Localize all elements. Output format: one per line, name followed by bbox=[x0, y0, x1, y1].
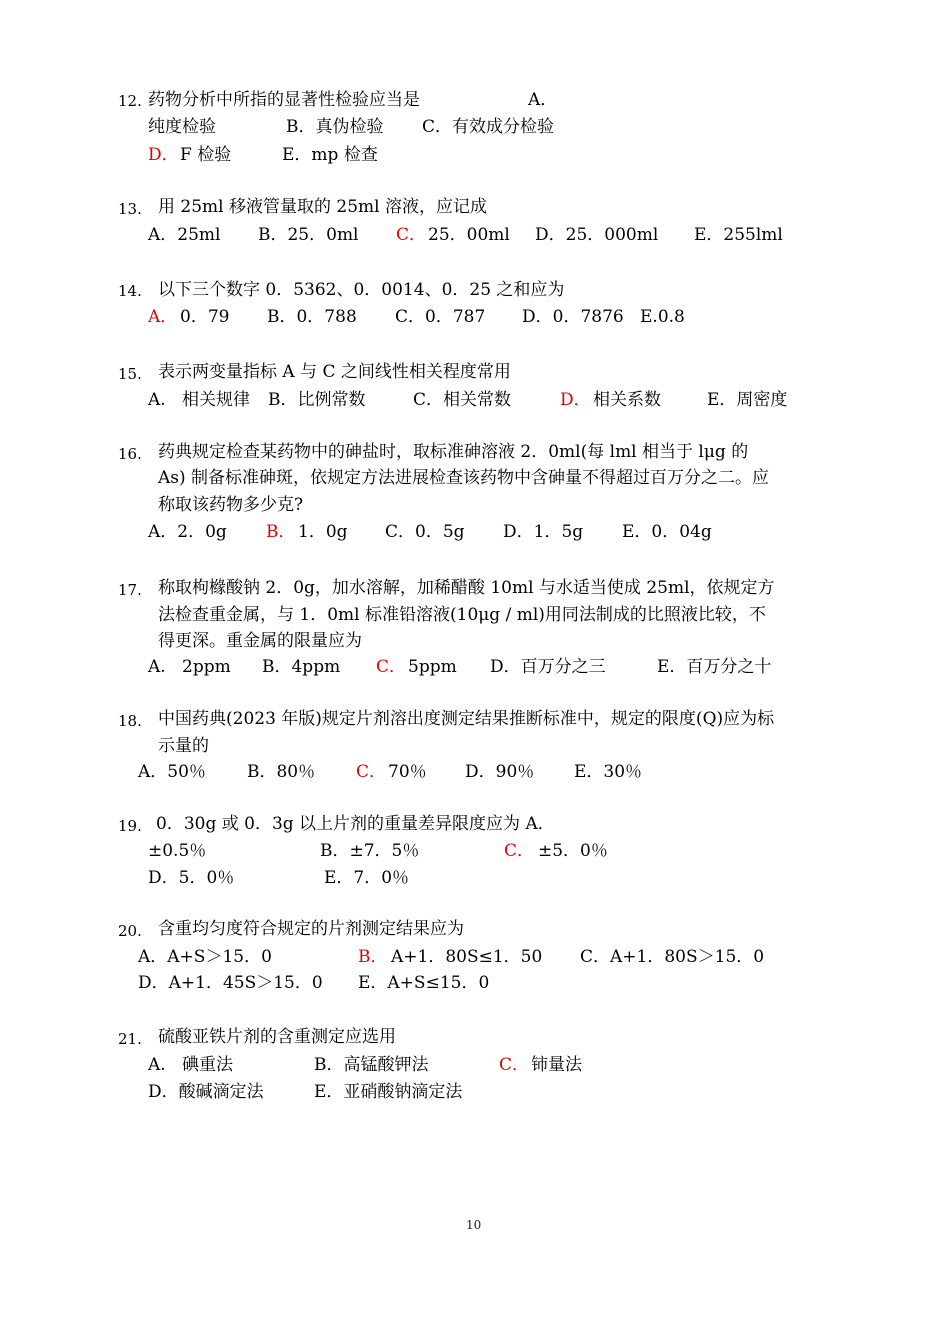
option-d: D．百万分之三 bbox=[490, 657, 606, 677]
question-stem: 以下三个数字 0．5362、0．0014、0．25 之和应为 bbox=[158, 280, 565, 300]
question-stem: 0．30g 或 0．3g 以上片剂的重量差异限度应为 A． bbox=[156, 814, 555, 834]
option-a: A．25ml bbox=[148, 225, 221, 245]
option-b: B．高锰酸钾法 bbox=[314, 1055, 429, 1075]
option-e: E．mp 检查 bbox=[282, 145, 378, 165]
question-number: 14. bbox=[118, 282, 142, 300]
option-c: C．有效成分检验 bbox=[422, 117, 555, 137]
option-b: B．80％ bbox=[247, 762, 316, 782]
option-c-text: 铈量法 bbox=[531, 1055, 582, 1075]
option-b-label-answer: B． bbox=[358, 947, 388, 967]
option-c-text: ±5．0％ bbox=[538, 841, 608, 861]
option-b-text: 1．0g bbox=[298, 522, 348, 542]
option-a-label-answer: A． bbox=[148, 307, 178, 327]
page-number: 10 bbox=[466, 1218, 482, 1232]
option-b-text: A+1．80S≤1．50 bbox=[391, 947, 543, 967]
option-d: D．0．7876 bbox=[522, 307, 624, 327]
option-c-label-answer: C． bbox=[504, 841, 535, 861]
option-e: E．A+S≤15．0 bbox=[358, 973, 490, 993]
option-e: E．7．0％ bbox=[324, 868, 410, 888]
option-b: B．25．0ml bbox=[258, 225, 359, 245]
question-stem: 药物分析中所指的显著性检验应当是 bbox=[148, 90, 420, 110]
option-b: B．比例常数 bbox=[268, 390, 366, 410]
option-c: C．相关常数 bbox=[413, 390, 512, 410]
option-c-label-answer: C． bbox=[396, 225, 427, 245]
option-d-text: F 检验 bbox=[180, 145, 232, 165]
question-stem: 含重均匀度符合规定的片剂测定结果应为 bbox=[158, 919, 464, 939]
option-c-label-answer: C． bbox=[376, 657, 407, 677]
option-e: E．255lml bbox=[694, 225, 783, 245]
option-c-text: 5ppm bbox=[408, 657, 457, 677]
question-stem-line-1: 称取枸橼酸钠 2．0g，加水溶解，加稀醋酸 10ml 与水适当使成 25ml，依规定方 bbox=[158, 578, 775, 598]
option-b-label-answer: B． bbox=[266, 522, 296, 542]
question-stem-line-2: 示量的 bbox=[158, 736, 209, 756]
option-d-text: 相关系数 bbox=[593, 390, 661, 410]
option-a-label: A. bbox=[148, 657, 166, 677]
option-c: C．0．787 bbox=[395, 307, 486, 327]
question-stem-line-3: 得更深。重金属的限量应为 bbox=[158, 631, 362, 651]
option-a: A．A+S＞15．0 bbox=[138, 947, 272, 967]
option-c-label-answer: C． bbox=[499, 1055, 530, 1075]
question-stem: 硫酸亚铁片剂的含重测定应选用 bbox=[158, 1027, 396, 1047]
option-a-text: 0．79 bbox=[180, 307, 230, 327]
option-c: C．0．5g bbox=[385, 522, 465, 542]
question-number: 20. bbox=[118, 922, 142, 940]
option-a-label: A. bbox=[148, 390, 166, 410]
option-a-text: ±0.5％ bbox=[148, 841, 207, 861]
option-a-text: 纯度检验 bbox=[148, 117, 216, 137]
question-stem-line-2: 法检查重金属，与 1．0ml 标准铅溶液(10μg / ml)用同法制成的比照液比较，不 bbox=[158, 605, 766, 625]
question-stem-line-1: 中国药典(2023 年版)规定片剂溶出度测定结果推断标准中，规定的限度(Q)应为标 bbox=[158, 709, 775, 729]
option-e: E.0.8 bbox=[640, 307, 685, 327]
option-b: B．±7．5％ bbox=[320, 841, 420, 861]
option-d-label-answer: D． bbox=[148, 145, 179, 165]
option-d: D．90％ bbox=[465, 762, 535, 782]
option-b: B．真伪检验 bbox=[286, 117, 384, 137]
option-d: D．25．000ml bbox=[535, 225, 659, 245]
question-number: 18. bbox=[118, 712, 142, 730]
question-number: 17. bbox=[118, 581, 142, 599]
question-stem-line-2: As) 制备标准砷斑，依规定方法进展检查该药物中含砷量不得超过百万分之二。应 bbox=[158, 468, 770, 488]
option-c: C．A+1．80S＞15．0 bbox=[580, 947, 765, 967]
option-b: B．4ppm bbox=[262, 657, 341, 677]
option-d: D．酸碱滴定法 bbox=[148, 1082, 264, 1102]
question-number: 21. bbox=[118, 1030, 142, 1048]
option-d: D．5．0％ bbox=[148, 868, 235, 888]
option-a-label: A. bbox=[148, 1055, 166, 1075]
question-number: 19. bbox=[118, 817, 142, 835]
option-e: E．周密度 bbox=[707, 390, 788, 410]
option-a: A．2．0g bbox=[148, 522, 227, 542]
option-a: A．50％ bbox=[138, 762, 206, 782]
question-number: 16. bbox=[118, 445, 142, 463]
option-e: E．亚硝酸钠滴定法 bbox=[314, 1082, 463, 1102]
option-a-text: 相关规律 bbox=[182, 390, 250, 410]
option-a-text: 2ppm bbox=[182, 657, 231, 677]
option-a-text: 碘重法 bbox=[182, 1055, 233, 1075]
option-d: D．A+1．45S＞15．0 bbox=[138, 973, 323, 993]
option-c-text: 70％ bbox=[388, 762, 427, 782]
question-stem-line-1: 药典规定检查某药物中的砷盐时，取标准砷溶液 2．0ml(每 lml 相当于 lμg 的 bbox=[158, 442, 749, 462]
question-number: 15. bbox=[118, 365, 142, 383]
option-d: D．1．5g bbox=[503, 522, 584, 542]
question-stem: 用 25ml 移液管量取的 25ml 溶液，应记成 bbox=[158, 197, 487, 217]
question-stem: 表示两变量指标 A 与 C 之间线性相关程度常用 bbox=[158, 362, 511, 382]
option-c-text: 25．00ml bbox=[428, 225, 510, 245]
option-b: B．0．788 bbox=[267, 307, 357, 327]
option-a-label: A． bbox=[528, 90, 558, 110]
option-d-label-answer: D． bbox=[560, 390, 591, 410]
question-number: 13. bbox=[118, 200, 142, 218]
option-e: E．0．04g bbox=[622, 522, 712, 542]
option-e: E．百万分之十 bbox=[657, 657, 772, 677]
question-number: 12. bbox=[118, 92, 142, 110]
option-e: E．30％ bbox=[574, 762, 643, 782]
question-stem-line-3: 称取该药物多少克? bbox=[158, 495, 304, 515]
option-c-label-answer: C． bbox=[356, 762, 387, 782]
